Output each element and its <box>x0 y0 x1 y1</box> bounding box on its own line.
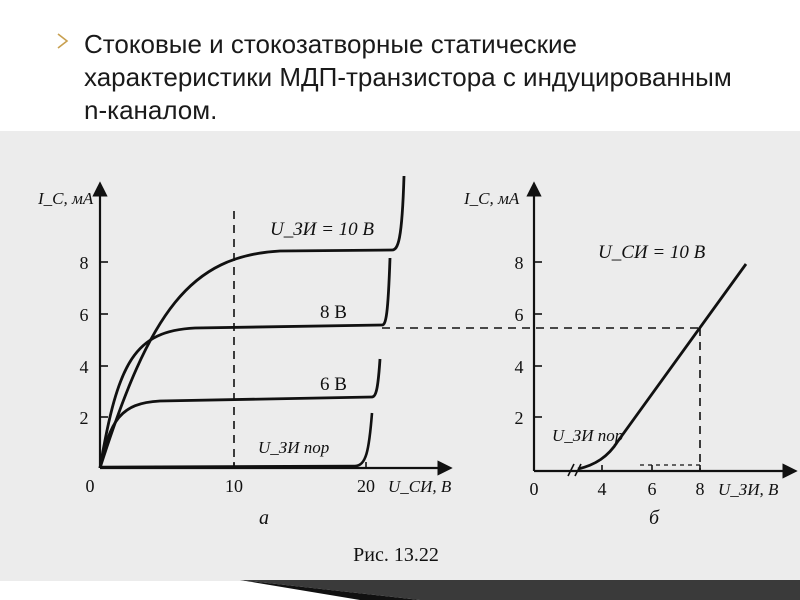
graph-b-xtick-8: 8 <box>695 479 705 499</box>
graph-b-xtick-0: 0 <box>529 479 539 499</box>
graph-a-ytick-4: 4 <box>79 357 89 377</box>
figure-panel <box>0 131 800 581</box>
slide-title: Стоковые и стокозатворные статические характеристики МДП-транзистора с индуцированным n-каналом. <box>84 29 732 125</box>
graph-a-xtick-10: 10 <box>225 476 243 496</box>
curve-label-8v: 8 В <box>320 302 347 323</box>
graph-a-label: а <box>259 507 269 529</box>
graph-a-ytick-6: 6 <box>79 305 89 325</box>
graph-b-xtick-6: 6 <box>647 479 657 499</box>
graph-a-xtick-20: 20 <box>357 476 375 496</box>
slide-title-block <box>56 28 756 127</box>
curve-label-threshold: U_ЗИ пор <box>258 438 330 457</box>
graph-b-threshold: U_ЗИ пор <box>552 426 624 445</box>
curve-8v <box>100 258 390 468</box>
graph-b <box>463 189 790 529</box>
graph-a-origin: 0 <box>85 476 95 496</box>
arrow-bullet-icon <box>56 32 70 50</box>
graph-b-xlabel: U_ЗИ, В <box>718 480 779 499</box>
curve-threshold <box>100 413 372 467</box>
graph-b-xtick-4: 4 <box>597 479 607 499</box>
graph-b-ytick-2: 2 <box>514 408 524 428</box>
graph-b-ytick-8: 8 <box>514 253 524 273</box>
graph-b-ylabel: I_C, мА <box>464 189 520 208</box>
footer-decoration <box>0 580 800 600</box>
curve-label-10v: U_ЗИ = 10 В <box>270 219 375 240</box>
graph-a-ylabel: I_C, мА <box>38 189 94 208</box>
graph-b-ytick-6: 6 <box>514 305 524 325</box>
graph-a <box>37 176 452 529</box>
graph-b-ytick-4: 4 <box>514 357 524 377</box>
graph-a-ytick-2: 2 <box>79 408 89 428</box>
curve-label-6v: 6 В <box>320 374 347 395</box>
figure-drawing <box>0 131 800 581</box>
graph-b-label: б <box>648 507 660 529</box>
graph-a-ytick-8: 8 <box>79 253 89 273</box>
graph-a-xlabel: U_СИ, В <box>388 477 452 496</box>
graph-b-param: U_СИ = 10 В <box>598 242 706 263</box>
figure-caption: Рис. 13.22 <box>353 544 439 566</box>
